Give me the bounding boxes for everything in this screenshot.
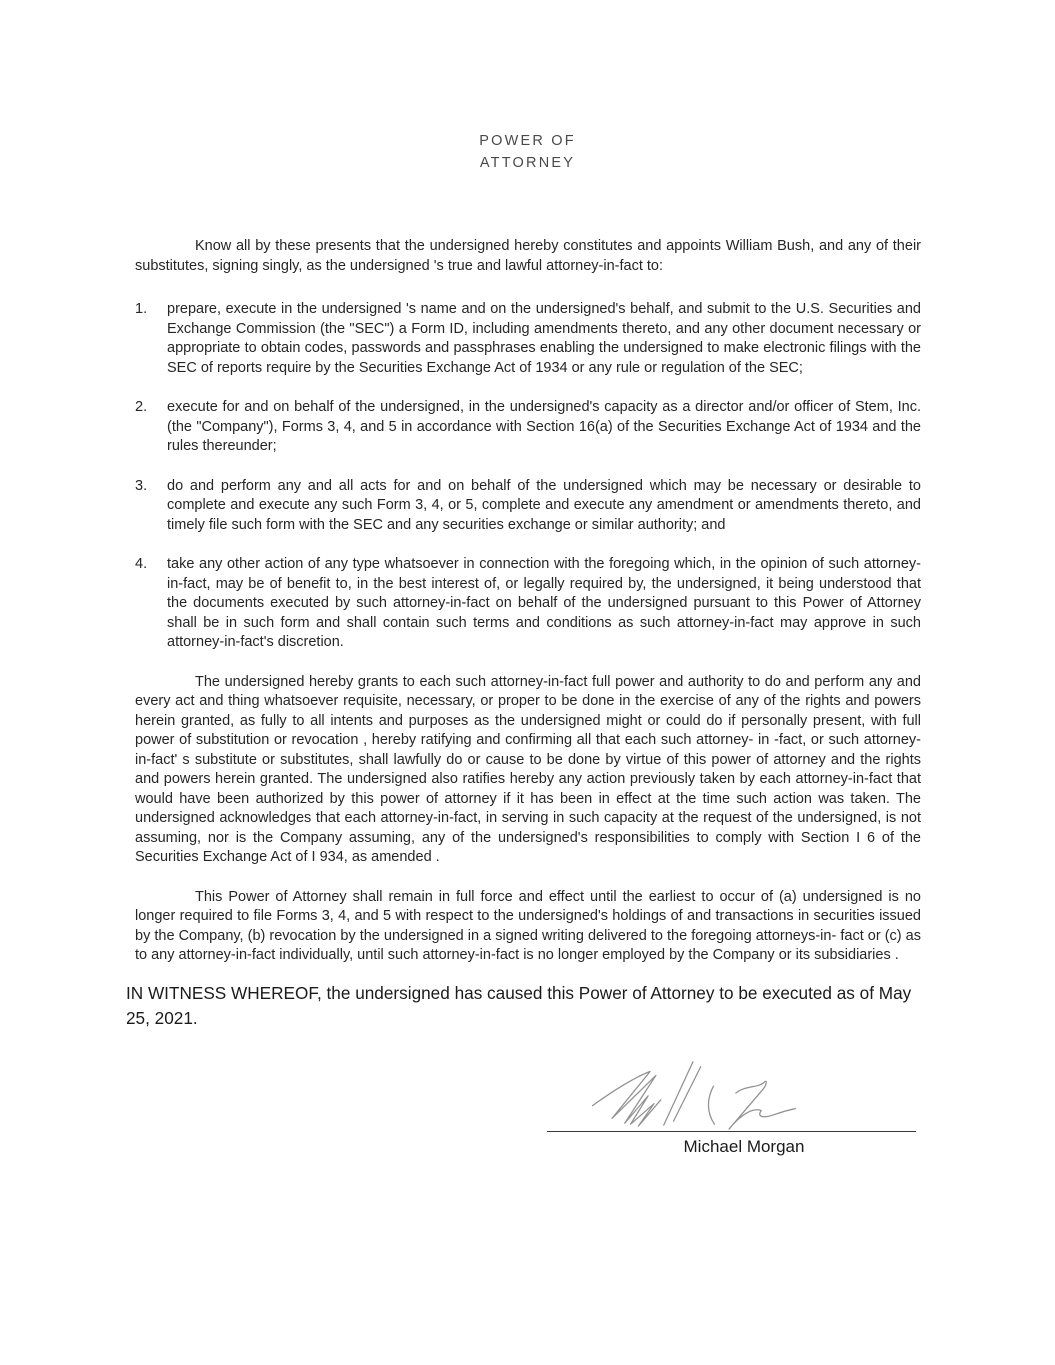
grants-paragraph: The undersigned hereby grants to each such attorney-in-fact full power and authority to do and perform any and every act and thing whatsoever requisite, necessary, or proper to be done in the exercise of any of the rights and powers herein granted, as fully to all intents and purposes as the undersigned might or could do if personally present, with full power of substitution or revocation , hereby ratifying and confirming all that each such attorney- in -fact, or such attorney-in-fact' s substitute or substitutes, shall lawfully do or cause to be done by virtue of this power of attorney and the rights and powers herein granted. The undersigned also ratifies hereby any action previously taken by each attorney-in-fact that would have been authorized by this power of attorney if it has been in effect at the time such action was taken. The undersigned acknowledges that each attorney-in-fact, in serving in such capacity at the request of the undersigned, is not assuming, nor is the Company assuming, any of the undersigned's responsibilities to comply with Section I 6 of the Securities Exchange Act of I 934, as amended . <box>135 673 921 865</box>
list-item-number: 2. <box>135 399 148 415</box>
duration-paragraph: This Power of Attorney shall remain in full force and effect until the earliest to occur of (a) undersigned is no longer required to file Forms 3, 4, and 5 with respect to the undersigned's holdings of and transactions in securities issued by the Company, (b) revocation by the undersigned in a signed writing delivered to the foregoing attorneys-in- fact or (c) as to any attorney-in-fact individually, until such attorney-in-fact is no longer employed by the Company or its subsidiaries . <box>135 888 921 963</box>
list-item-2 <box>135 398 921 457</box>
intro-paragraph: Know all by these presents that the undersigned hereby constitutes and appoints William Bush, and any of their substitutes, signing singly, as the undersigned 's true and lawful attorney-in-fact to: <box>135 238 921 274</box>
handwritten-signature-icon <box>567 1053 817 1131</box>
list-item-3 <box>135 477 921 536</box>
list-item-text: execute for and on behalf of the undersigned, in the undersigned's capacity as a director and/or officer of Stem, Inc. (the "Company"), Forms 3, 4, and 5 in accordance with Section 16(a) of the Securities Exchange Act of 1934 and the rules thereunder; <box>167 399 921 454</box>
numbered-list <box>135 300 921 653</box>
document-body <box>135 237 921 966</box>
list-item-1 <box>135 300 921 378</box>
list-item-number: 3. <box>135 477 148 494</box>
signature-block <box>547 1053 916 1157</box>
list-item-4 <box>135 555 921 653</box>
list-item-text: take any other action of any type whatsoever in connection with the foregoing which, in the opinion of such attorney-in-fact, may be of benefit to, in the best interest of, or legally required by, the undersigned, it being understood that the documents executed by such attorney-in-fact on behalf of the undersigned pursuant to this Power of Attorney shall be in such form and shall contain such terms and conditions as such attorney-in-fact may approve in such attorney-in-fact's discretion. <box>167 556 921 650</box>
list-item-text: prepare, execute in the undersigned 's name and on the undersigned's behalf, and submit to the U.S. Securities and Exchange Commission (the "SEC") a Form ID, including amendments thereto, and any other document necessary or appropriate to obtain codes, passwords and passphrases enabling the undersigned to make electronic filings with the SEC of reports require by the Securities Exchange Act of 1934 or any rule or regulation of the SEC; <box>167 301 921 376</box>
list-item-text: do and perform any and all acts for and on behalf of the undersigned which may be necessary or desirable to complete and execute any such Form 3, 4, or 5, complete and execute any amendment or amendments thereto, and timely file such form with the SEC and any securities exchange or similar authority; and <box>167 477 921 533</box>
witness-clause: IN WITNESS WHEREOF, the undersigned has caused this Power of Attorney to be executed as of May 25, 2021. <box>126 982 912 1028</box>
document-title <box>0 0 1055 174</box>
title-line-1: POWER OF <box>479 133 576 149</box>
list-item-number: 1. <box>135 301 148 317</box>
signature-line <box>547 1131 916 1132</box>
list-item-number: 4. <box>135 556 148 572</box>
title-line-2: ATTORNEY <box>479 155 576 171</box>
signatory-name: Michael Morgan <box>683 1136 805 1156</box>
